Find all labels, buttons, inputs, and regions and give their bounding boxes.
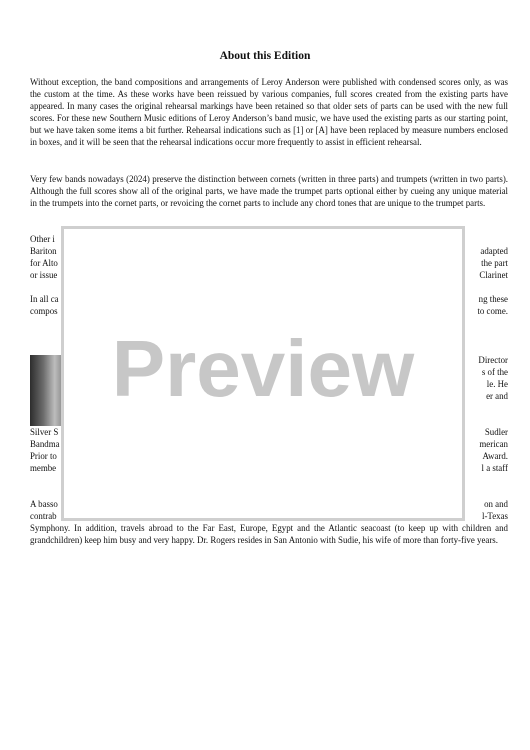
fragment-right: merican [479, 439, 508, 449]
fragment-right: ng these [478, 294, 508, 304]
fragment-right: le. He [486, 379, 508, 389]
fragment-left: Silver S [30, 427, 59, 437]
fragment-right: l-Texas [482, 511, 508, 521]
fragment-left: Other i [30, 234, 55, 244]
fragment-left: A basso [30, 499, 58, 509]
fragment-right: to come. [477, 306, 508, 316]
paragraph-travels: Symphony. In addition, travels abroad to the Far East, Europe, Egypt and the Atlantic seacoast (to keep up with children and grandchildren) keep him busy and very happy. Dr. Rogers resides in San Antonio with Sudie, his wife of more than forty-five years. [30, 523, 508, 545]
fragment-right: on and [484, 499, 508, 509]
fragment-left: contrab [30, 511, 57, 521]
fragment-right: l a staff [481, 463, 508, 473]
fragment-right: the part [481, 258, 508, 268]
fragment-left: compos [30, 306, 58, 316]
fragment-left: Bariton [30, 246, 57, 256]
page-title: About this Edition [219, 50, 311, 62]
fragment-right: Director [478, 355, 508, 365]
fragment-left: Prior to [30, 451, 57, 461]
fragment-left: or issue [30, 270, 58, 280]
preview-overlay [61, 226, 465, 521]
fragment-right: adapted [480, 246, 508, 256]
fragment-left: In all ca [30, 294, 59, 304]
paragraph-cornets: Very few bands nowadays (2024) preserve the distinction between cornets (written in three parts) and trumpets (written in two parts). Although the full scores show all of the original parts, we have made the trumpet parts optional either by cueing any unique material in the trumpets into the cornet parts, or revoicing the cornet parts to include any chord tones that are unique to the trumpet parts. [30, 174, 508, 208]
fragment-right: Award. [482, 451, 508, 461]
fragment-right: Sudler [484, 427, 508, 437]
preview-watermark: Preview [111, 324, 415, 413]
fragment-right: Clarinet [479, 270, 508, 280]
fragment-right: er and [486, 391, 508, 401]
fragment-left: Bandma [30, 439, 60, 449]
author-photo [30, 355, 63, 426]
paragraph-editions: Without exception, the band compositions and arrangements of Leroy Anderson were published with condensed scores only, as was the custom at the time. As these works have been reissued by various companies, full scores created from the existing parts have appeared. In many cases the original rehearsal markings have been retained so that older sets of parts can be used with the new full scores. For these new Southern Music editions of Leroy Anderson’s band music, we have used the existing parts as our starting point, but we have taken some items a bit further. Rehearsal indications such as [1] or [A] have been replaced by measure numbers enclosed in boxes, and it will be seen that the rehearsal indications occur more frequently to assist in efficient rehearsal. [30, 77, 508, 147]
fragment-left: for Alto [30, 258, 58, 268]
fragment-right: s of the [481, 367, 508, 377]
fragment-left: membe [30, 463, 57, 473]
